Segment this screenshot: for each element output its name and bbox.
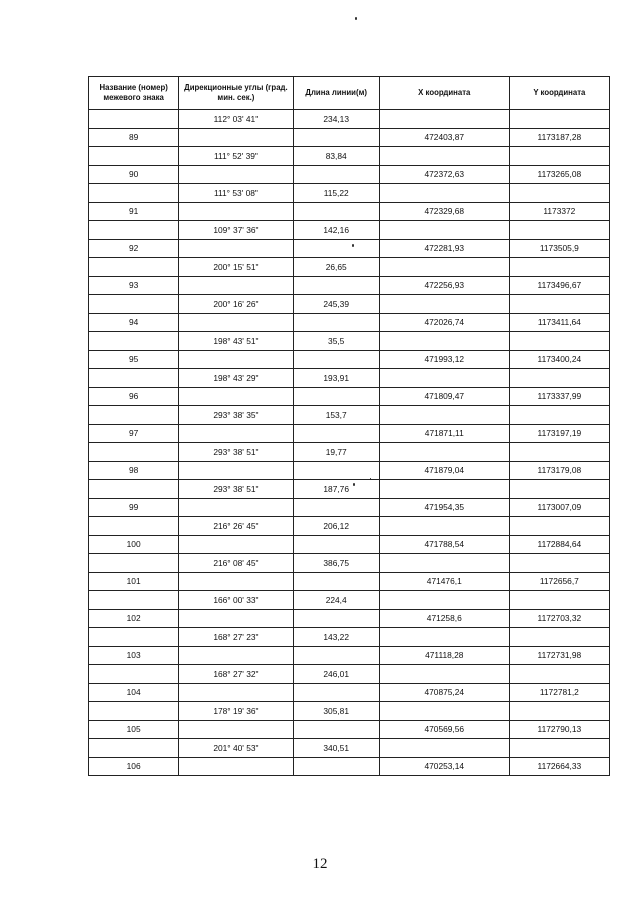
segment-row (89, 702, 610, 721)
point-row (89, 350, 610, 369)
line-length-cell: 193,91 (293, 369, 379, 388)
empty-cell (179, 165, 293, 184)
empty-cell (89, 221, 179, 240)
empty-cell (509, 739, 609, 758)
direction-angle-cell: 293° 38' 51" (179, 480, 293, 499)
empty-cell (293, 572, 379, 591)
y-coordinate-cell: 1173265,08 (509, 165, 609, 184)
empty-cell (379, 332, 509, 351)
x-coordinate-cell: 470875,24 (379, 683, 509, 702)
empty-cell (509, 221, 609, 240)
direction-angle-cell: 198° 43' 51" (179, 332, 293, 351)
point-row (89, 165, 610, 184)
y-coordinate-cell: 1172664,33 (509, 757, 609, 776)
point-row (89, 720, 610, 739)
direction-angle-cell: 111° 52' 39" (179, 147, 293, 166)
y-coordinate-cell: 1172781,2 (509, 683, 609, 702)
empty-cell (509, 702, 609, 721)
empty-cell (293, 461, 379, 480)
line-length-cell: 224,4 (293, 591, 379, 610)
point-name-cell: 105 (89, 720, 179, 739)
empty-cell (509, 295, 609, 314)
y-coordinate-cell: 1173505,9 (509, 239, 609, 258)
empty-cell (379, 443, 509, 462)
empty-cell (509, 147, 609, 166)
y-coordinate-cell: 1173496,67 (509, 276, 609, 295)
point-name-cell: 100 (89, 535, 179, 554)
empty-cell (509, 517, 609, 536)
segment-row (89, 554, 610, 573)
direction-angle-cell: 109° 37' 36" (179, 221, 293, 240)
empty-cell (293, 165, 379, 184)
direction-angle-cell: 216° 26' 45" (179, 517, 293, 536)
empty-cell (379, 258, 509, 277)
empty-cell (179, 424, 293, 443)
empty-cell (379, 628, 509, 647)
empty-cell (509, 369, 609, 388)
x-coordinate-cell: 472026,74 (379, 313, 509, 332)
empty-cell (179, 461, 293, 480)
x-coordinate-cell: 470253,14 (379, 757, 509, 776)
point-row (89, 683, 610, 702)
empty-cell (293, 720, 379, 739)
x-coordinate-cell: 471118,28 (379, 646, 509, 665)
empty-cell (293, 128, 379, 147)
point-name-cell: 103 (89, 646, 179, 665)
empty-cell (89, 554, 179, 573)
empty-cell (89, 295, 179, 314)
point-name-cell: 92 (89, 239, 179, 258)
empty-cell (89, 406, 179, 425)
point-name-cell: 101 (89, 572, 179, 591)
empty-cell (293, 535, 379, 554)
line-length-cell: 187,76 (293, 480, 379, 499)
empty-cell (509, 406, 609, 425)
empty-cell (509, 258, 609, 277)
empty-cell (179, 498, 293, 517)
empty-cell (379, 110, 509, 129)
line-length-cell: 143,22 (293, 628, 379, 647)
point-name-cell: 93 (89, 276, 179, 295)
empty-cell (89, 369, 179, 388)
line-length-cell: 19,77 (293, 443, 379, 462)
empty-cell (509, 554, 609, 573)
direction-angle-cell: 168° 27' 32" (179, 665, 293, 684)
empty-cell (509, 628, 609, 647)
line-length-cell: 305,81 (293, 702, 379, 721)
empty-cell (179, 720, 293, 739)
empty-cell (293, 387, 379, 406)
empty-cell (379, 295, 509, 314)
point-row (89, 535, 610, 554)
empty-cell (89, 110, 179, 129)
point-row (89, 757, 610, 776)
empty-cell (179, 683, 293, 702)
direction-angle-cell: 168° 27' 23" (179, 628, 293, 647)
empty-cell (379, 406, 509, 425)
point-row (89, 646, 610, 665)
line-length-cell: 35,5 (293, 332, 379, 351)
empty-cell (293, 239, 379, 258)
empty-cell (379, 665, 509, 684)
point-name-cell: 94 (89, 313, 179, 332)
empty-cell (89, 739, 179, 758)
segment-row (89, 295, 610, 314)
y-coordinate-cell: 1173337,99 (509, 387, 609, 406)
empty-cell (89, 147, 179, 166)
empty-cell (509, 665, 609, 684)
direction-angle-cell: 216° 08' 45" (179, 554, 293, 573)
point-row (89, 313, 610, 332)
x-coordinate-cell: 472329,68 (379, 202, 509, 221)
direction-angle-cell: 178° 19' 36" (179, 702, 293, 721)
empty-cell (89, 702, 179, 721)
direction-angle-cell: 201° 40' 53" (179, 739, 293, 758)
page-number: 12 (312, 856, 328, 872)
segment-row (89, 110, 610, 129)
point-row (89, 276, 610, 295)
y-coordinate-cell: 1173187,28 (509, 128, 609, 147)
line-length-cell: 245,39 (293, 295, 379, 314)
header-angle: Дирекционные углы (град. мин. сек.) (179, 77, 293, 110)
direction-angle-cell: 200° 16' 26" (179, 295, 293, 314)
empty-cell (89, 443, 179, 462)
empty-cell (89, 628, 179, 647)
x-coordinate-cell: 471879,04 (379, 461, 509, 480)
segment-row (89, 517, 610, 536)
empty-cell (379, 221, 509, 240)
empty-cell (509, 443, 609, 462)
point-row (89, 461, 610, 480)
y-coordinate-cell: 1173400,24 (509, 350, 609, 369)
point-row (89, 387, 610, 406)
empty-cell (509, 480, 609, 499)
point-name-cell: 90 (89, 165, 179, 184)
empty-cell (179, 313, 293, 332)
point-row (89, 239, 610, 258)
empty-cell (509, 332, 609, 351)
y-coordinate-cell: 1172703,32 (509, 609, 609, 628)
empty-cell (89, 258, 179, 277)
table-body (89, 110, 610, 776)
empty-cell (379, 480, 509, 499)
empty-cell (89, 517, 179, 536)
x-coordinate-cell: 471871,11 (379, 424, 509, 443)
empty-cell (293, 609, 379, 628)
y-coordinate-cell: 1172656,7 (509, 572, 609, 591)
line-length-cell: 83,84 (293, 147, 379, 166)
empty-cell (179, 609, 293, 628)
y-coordinate-cell: 1173007,09 (509, 498, 609, 517)
y-coordinate-cell: 1173179,08 (509, 461, 609, 480)
direction-angle-cell: 166° 00' 33" (179, 591, 293, 610)
y-coordinate-cell: 1172790,13 (509, 720, 609, 739)
empty-cell (379, 739, 509, 758)
point-name-cell: 99 (89, 498, 179, 517)
empty-cell (379, 184, 509, 203)
direction-angle-cell: 293° 38' 35" (179, 406, 293, 425)
x-coordinate-cell: 471788,54 (379, 535, 509, 554)
empty-cell (179, 646, 293, 665)
empty-cell (179, 276, 293, 295)
point-row (89, 424, 610, 443)
empty-cell (293, 313, 379, 332)
empty-cell (89, 184, 179, 203)
empty-cell (89, 480, 179, 499)
segment-row (89, 258, 610, 277)
x-coordinate-cell: 472372,63 (379, 165, 509, 184)
point-row (89, 572, 610, 591)
x-coordinate-cell: 472281,93 (379, 239, 509, 258)
x-coordinate-cell: 470569,56 (379, 720, 509, 739)
empty-cell (379, 147, 509, 166)
segment-row (89, 332, 610, 351)
empty-cell (89, 332, 179, 351)
table-header-row (89, 77, 610, 110)
empty-cell (293, 498, 379, 517)
y-coordinate-cell: 1173372 (509, 202, 609, 221)
empty-cell (379, 554, 509, 573)
direction-angle-cell: 293° 38' 51" (179, 443, 293, 462)
direction-angle-cell: 200° 15' 51" (179, 258, 293, 277)
empty-cell (293, 350, 379, 369)
point-name-cell: 106 (89, 757, 179, 776)
segment-row (89, 480, 610, 499)
line-length-cell: 115,22 (293, 184, 379, 203)
point-name-cell: 98 (89, 461, 179, 480)
direction-angle-cell: 198° 43' 29" (179, 369, 293, 388)
empty-cell (89, 591, 179, 610)
x-coordinate-cell: 471954,35 (379, 498, 509, 517)
y-coordinate-cell: 1172884,64 (509, 535, 609, 554)
segment-row (89, 406, 610, 425)
header-y: Y координата (509, 77, 609, 110)
line-length-cell: 26,65 (293, 258, 379, 277)
direction-angle-cell: 112° 03' 41" (179, 110, 293, 129)
x-coordinate-cell: 471476,1 (379, 572, 509, 591)
x-coordinate-cell: 472403,87 (379, 128, 509, 147)
x-coordinate-cell: 471809,47 (379, 387, 509, 406)
y-coordinate-cell: 1173197,19 (509, 424, 609, 443)
point-name-cell: 89 (89, 128, 179, 147)
empty-cell (179, 128, 293, 147)
empty-cell (379, 702, 509, 721)
segment-row (89, 739, 610, 758)
y-coordinate-cell: 1173411,64 (509, 313, 609, 332)
segment-row (89, 665, 610, 684)
line-length-cell: 153,7 (293, 406, 379, 425)
boundary-coordinates-table (88, 76, 610, 776)
point-name-cell: 96 (89, 387, 179, 406)
empty-cell (293, 276, 379, 295)
line-length-cell: 386,75 (293, 554, 379, 573)
line-length-cell: 246,01 (293, 665, 379, 684)
point-row (89, 202, 610, 221)
segment-row (89, 591, 610, 610)
scan-speck (355, 17, 357, 20)
empty-cell (179, 350, 293, 369)
segment-row (89, 369, 610, 388)
empty-cell (293, 683, 379, 702)
line-length-cell: 206,12 (293, 517, 379, 536)
segment-row (89, 221, 610, 240)
header-name: Название (номер) межевого знака (89, 77, 179, 110)
header-x: X координата (379, 77, 509, 110)
x-coordinate-cell: 471258,6 (379, 609, 509, 628)
point-row (89, 128, 610, 147)
point-name-cell: 97 (89, 424, 179, 443)
direction-angle-cell: 111° 53' 08" (179, 184, 293, 203)
empty-cell (379, 517, 509, 536)
empty-cell (509, 184, 609, 203)
empty-cell (179, 757, 293, 776)
empty-cell (89, 665, 179, 684)
empty-cell (379, 591, 509, 610)
point-name-cell: 102 (89, 609, 179, 628)
line-length-cell: 142,16 (293, 221, 379, 240)
header-length: Длина линии(м) (293, 77, 379, 110)
empty-cell (179, 239, 293, 258)
empty-cell (293, 424, 379, 443)
segment-row (89, 443, 610, 462)
segment-row (89, 628, 610, 647)
empty-cell (179, 202, 293, 221)
empty-cell (293, 646, 379, 665)
segment-row (89, 147, 610, 166)
point-row (89, 498, 610, 517)
empty-cell (179, 535, 293, 554)
segment-row (89, 184, 610, 203)
empty-cell (293, 202, 379, 221)
empty-cell (509, 591, 609, 610)
empty-cell (379, 369, 509, 388)
line-length-cell: 234,13 (293, 110, 379, 129)
point-name-cell: 91 (89, 202, 179, 221)
empty-cell (509, 110, 609, 129)
point-name-cell: 104 (89, 683, 179, 702)
y-coordinate-cell: 1172731,98 (509, 646, 609, 665)
empty-cell (293, 757, 379, 776)
empty-cell (179, 572, 293, 591)
point-name-cell: 95 (89, 350, 179, 369)
x-coordinate-cell: 472256,93 (379, 276, 509, 295)
line-length-cell: 340,51 (293, 739, 379, 758)
point-row (89, 609, 610, 628)
empty-cell (179, 387, 293, 406)
x-coordinate-cell: 471993,12 (379, 350, 509, 369)
